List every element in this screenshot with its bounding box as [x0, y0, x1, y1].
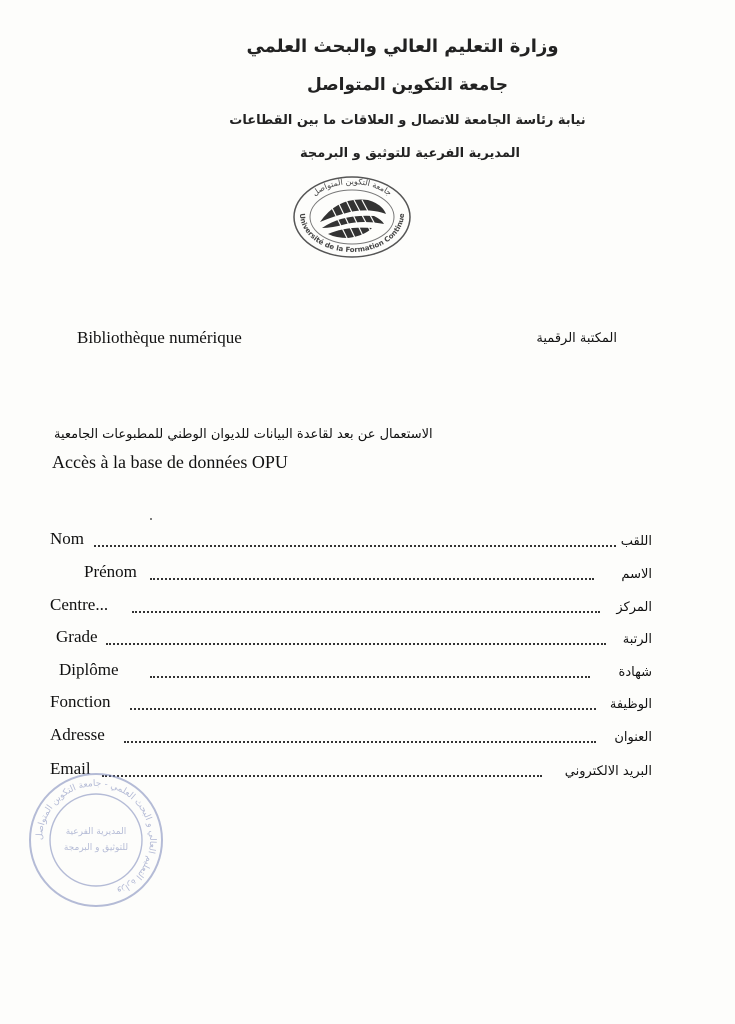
vice-rectorate-title: نيابة رئاسة الجامعة للاتصال و العلاقات ما بين القطاعات: [229, 113, 586, 128]
access-title-ar: الاستعمال عن بعد لقاعدة البيانات للديوان الوطني للمطبوعات الجامعية: [54, 427, 433, 442]
official-stamp-icon: [26, 770, 166, 910]
field-label-fr: Grade: [56, 627, 98, 646]
paper-speck: [150, 518, 152, 520]
stamp-center-line2: للتوثيق و البرمجة: [63, 843, 129, 853]
field-input-line[interactable]: [132, 611, 600, 613]
field-label-ar: الوظيفة: [609, 697, 652, 712]
field-label-fr: Nom: [50, 529, 84, 548]
form-row-nom: [50, 527, 652, 549]
field-input-line[interactable]: [106, 643, 606, 645]
field-label-ar: اللقب: [620, 534, 652, 549]
field-label-ar: البريد الالكتروني: [564, 764, 652, 779]
field-label-fr: Fonction: [50, 692, 111, 711]
field-label-fr: Centre...: [50, 595, 109, 614]
field-input-line[interactable]: [130, 708, 596, 710]
ministry-title: وزارة التعليم العالي والبحث العلمي: [246, 36, 559, 57]
form-row-grade: [50, 625, 652, 647]
field-input-line[interactable]: [102, 775, 542, 777]
form-row-centre: [50, 593, 652, 615]
form-row-diplome: [50, 658, 652, 680]
library-title-ar: المكتبة الرقمية: [536, 331, 617, 346]
seal-arabic-text: جامعة التكوين المتواصل: [310, 176, 394, 198]
field-label-ar: الاسم: [621, 567, 652, 582]
stamp-center-line1: المديرية الفرعية: [65, 827, 127, 837]
form-row-fonction: [50, 690, 652, 712]
stamp-ring-text: وزارة التعليم العالي و البحث العلمي - جامعة التكوين المتواصل: [34, 778, 158, 897]
field-label-ar: العنوان: [614, 730, 652, 745]
field-input-line[interactable]: [150, 676, 590, 678]
field-input-line[interactable]: [124, 741, 596, 743]
field-label-ar: الرتبة: [622, 632, 652, 647]
field-label-fr: Diplôme: [59, 660, 119, 679]
field-label-ar: المركز: [616, 600, 652, 615]
field-label-fr: Adresse: [50, 725, 105, 744]
form-row-adresse: [50, 723, 652, 745]
seal-french-text: Université de la Formation Continue: [297, 212, 407, 255]
form-row-prenom: [50, 560, 652, 582]
library-title-fr: Bibliothèque numérique: [77, 328, 242, 347]
university-seal-icon: [290, 174, 414, 260]
field-label-fr: Prénom: [84, 562, 137, 581]
field-input-line[interactable]: [94, 545, 616, 547]
access-title-fr: Accès à la base de données OPU: [52, 452, 288, 472]
field-label-fr: Email: [50, 759, 91, 778]
university-title: جامعة التكوين المتواصل: [307, 75, 508, 95]
sub-directorate-title: المديرية الفرعية للتوثيق و البرمجة: [300, 146, 520, 161]
field-label-ar: شهادة: [618, 665, 652, 680]
field-input-line[interactable]: [150, 578, 594, 580]
